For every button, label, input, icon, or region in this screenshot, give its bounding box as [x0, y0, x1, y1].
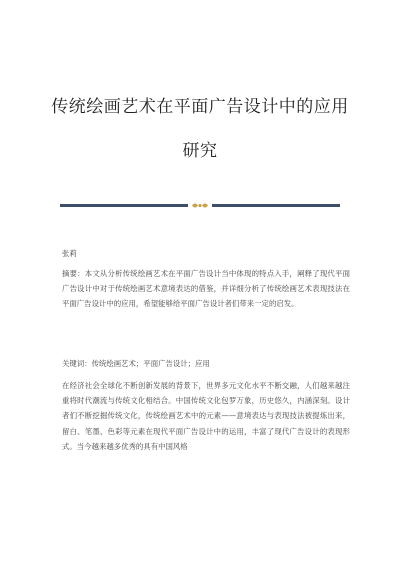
divider-bar-left — [60, 204, 188, 207]
divider-bar-right — [212, 204, 340, 207]
document-title-line2: 研究 — [182, 141, 218, 161]
author-name: 张莉 — [62, 249, 77, 258]
intro-paragraph: 在经济社会全球化不断创新发展的背景下，世界多元文化水平不断交融，人们越来越注重将时代潮流与传统文化相结合。中国传统文化包罗万象，历史悠久，内涵深刻。设计者们不断挖掘传统文化，传统绘画艺术中的元素——意境表达与表现技法被提炼出来，留白、笔墨、色彩等元素在现代平面广告设计中的运用，丰富了现代广告设计的表现形式。当今越来越多优秀的具有中国风格 — [62, 381, 350, 451]
title-divider — [60, 204, 340, 208]
keywords-line: 关键词：传统绘画艺术；平面广告设计；应用 — [62, 359, 210, 368]
divider-ornament-icon — [190, 201, 210, 210]
document-title-line1: 传统绘画艺术在平面广告设计中的应用 — [51, 97, 349, 117]
abstract-paragraph: 摘要：本文从分析传统绘画艺术在平面广告设计当中体现的特点入手，阐释了现代平面广告设计中对于传统绘画艺术意境表达的借鉴，并详细分析了传统绘画艺术表现技法在平面广告设计中的应用，希望能够给平面广告设计者们带来一定的启发。 — [62, 269, 350, 309]
